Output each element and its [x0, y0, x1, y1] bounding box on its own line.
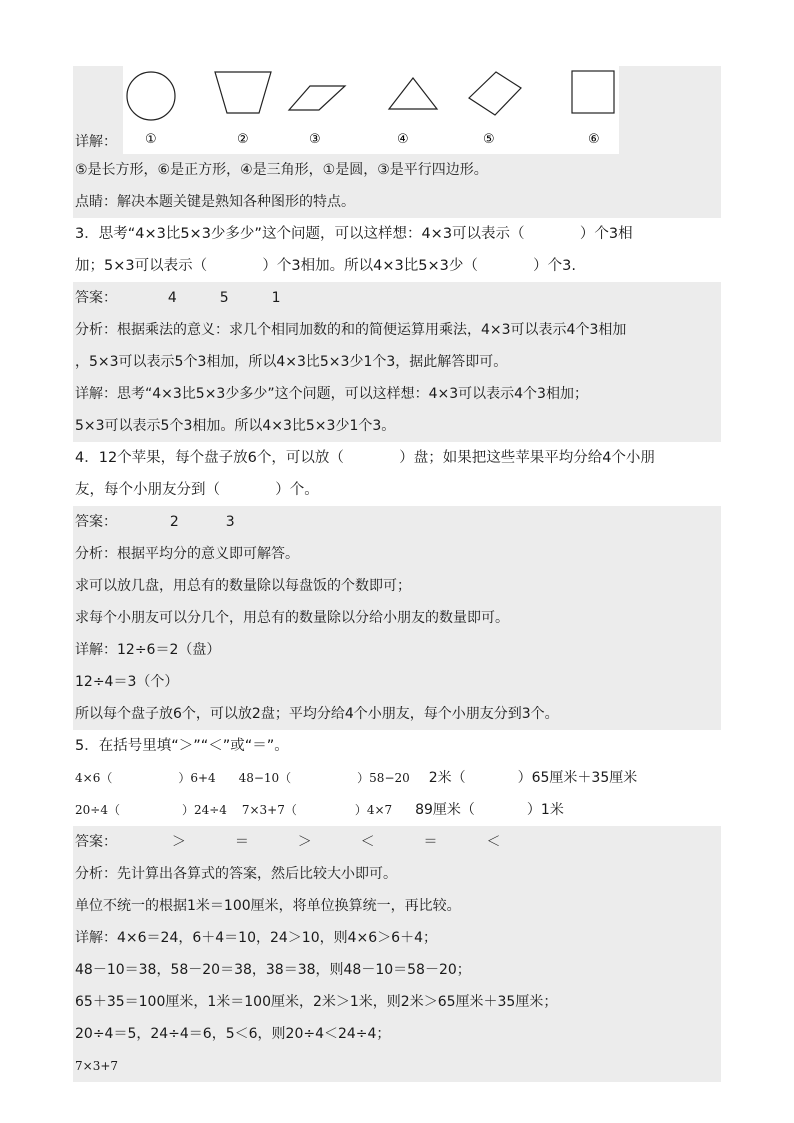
comparison-row-1: [73, 762, 721, 794]
expr-left: 20÷4（: [75, 803, 120, 817]
analysis-line: 求每个小朋友可以分几个，用总有的数量除以分给小朋友的数量即可。: [73, 602, 721, 634]
expr-right: ）24÷4: [181, 803, 227, 817]
square-shape: [572, 71, 614, 113]
answer-value: ＝: [423, 834, 438, 850]
triangle-shape: [389, 78, 437, 109]
expr-right: ）65厘米＋35厘米: [517, 770, 638, 786]
question-4-line-1: 4．12个苹果，每个盘子放6个，可以放（ ）盘；如果把这些苹果平均分给4个小朋: [75, 450, 655, 466]
shape-number: ①: [145, 132, 157, 147]
shape-number: ⑤: [483, 132, 495, 147]
detail-line: 5×3可以表示5个3相加。所以4×3比5×3少1个3。: [73, 410, 721, 442]
shape-number: ②: [237, 132, 249, 147]
answer-value: 2: [169, 514, 179, 530]
expr-right: ）58−20: [357, 771, 410, 785]
analysis-line: 求可以放几盘，用总有的数量除以每盘饭的个数即可；: [73, 570, 721, 602]
comparison-row-2: [73, 794, 721, 826]
expr-left: 4×6（: [75, 771, 113, 785]
detail-line: 所以每个盘子放6个，可以放2盘；平均分给4个小朋友，每个小朋友分到3个。: [73, 698, 721, 730]
answer-value: 3: [225, 514, 235, 530]
answer-value: 5: [219, 290, 229, 306]
detail-line: 详解：12÷6＝2（盘）: [73, 634, 721, 666]
shape-number: ③: [309, 132, 321, 147]
answer-label: 答案：: [75, 834, 117, 850]
expr-left: 2米（: [428, 770, 466, 786]
detail-line: ⑤是长方形，⑥是正方形，④是三角形，①是圆，③是平行四边形。: [73, 154, 721, 186]
shapes-figure-row: [73, 66, 721, 154]
trapezoid-shape: [215, 72, 271, 113]
analysis-line: 分析：先计算出各算式的答案，然后比较大小即可。: [73, 858, 721, 890]
analysis-line: 单位不统一的根据1米＝100厘米，将单位换算统一，再比较。: [73, 890, 721, 922]
answer-line: [73, 282, 721, 314]
detail-line: 详解：思考“4×3比5×3少多少”这个问题，可以这样想：4×3可以表示4个3相加；: [73, 378, 721, 410]
analysis-line: 分析：根据平均分的意义即可解答。: [73, 538, 721, 570]
shape-number: ④: [397, 132, 409, 147]
answer-value: 1: [271, 290, 281, 306]
detail-line: 20÷4＝5，24÷4＝6，5＜6，则20÷4＜24÷4；: [73, 1018, 721, 1050]
answer-value: ＜: [486, 834, 501, 850]
comment-line: 点睛：解决本题关键是熟知各种图形的特点。: [73, 186, 721, 218]
detail-line: [73, 1050, 721, 1082]
parallelogram-shape: [289, 86, 345, 110]
expr-left: 7×3+7（: [241, 803, 297, 817]
expr-left: 89厘米（: [415, 802, 475, 818]
detail-line: 12÷4＝3（个）: [73, 666, 721, 698]
answer-line: [73, 826, 721, 858]
detail-line: 详解：4×6＝24，6＋4＝10，24＞10，则4×6＞6＋4；: [73, 922, 721, 954]
document-page: [73, 66, 721, 1082]
question-5-title: 5．在括号里填“＞”“＜”或“＝”。: [75, 738, 289, 754]
answer-label: 答案：: [75, 514, 117, 530]
detail-label: 详解：: [75, 134, 117, 150]
analysis-line: 分析：根据乘法的意义：求几个相同加数的和的简便运算用乘法，4×3可以表示4个3相加: [73, 314, 721, 346]
analysis-line: ，5×3可以表示5个3相加，所以4×3比5×3少1个3，据此解答即可。: [73, 346, 721, 378]
expr-left: 48−10（: [238, 771, 292, 785]
question-3-line-1: 3．思考“4×3比5×3少多少”这个问题，可以这样想：4×3可以表示（ ）个3相: [75, 226, 633, 242]
expr-right: ）6+4: [178, 771, 216, 785]
answer-value: ＞: [171, 834, 186, 850]
answer-value: ＜: [360, 834, 375, 850]
answer-value: ＞: [297, 834, 312, 850]
question-4-line-2: 友，每个小朋友分到（ ）个。: [75, 482, 319, 498]
expr-right: ）1米: [526, 802, 564, 818]
shape-number: ⑥: [588, 132, 600, 147]
shapes-figure: [123, 66, 619, 154]
question-3-line-2: 加；5×3可以表示（ ）个3相加。所以4×3比5×3少（ ）个3.: [75, 258, 576, 274]
answer-value: ＝: [234, 834, 249, 850]
answer-label: 答案：: [75, 290, 117, 306]
expr-right: ）4×7: [354, 803, 393, 817]
circle-shape: [127, 72, 175, 120]
rectangle-shape: [469, 72, 521, 115]
detail-line: 65＋35＝100厘米，1米＝100厘米，2米＞1米，则2米＞65厘米＋35厘米；: [73, 986, 721, 1018]
detail-line: 48－10＝38，58－20＝38，38＝38，则48－10＝58－20；: [73, 954, 721, 986]
answer-line: [73, 506, 721, 538]
expr: 7×3+7: [75, 1059, 119, 1073]
answer-value: 4: [167, 290, 177, 306]
